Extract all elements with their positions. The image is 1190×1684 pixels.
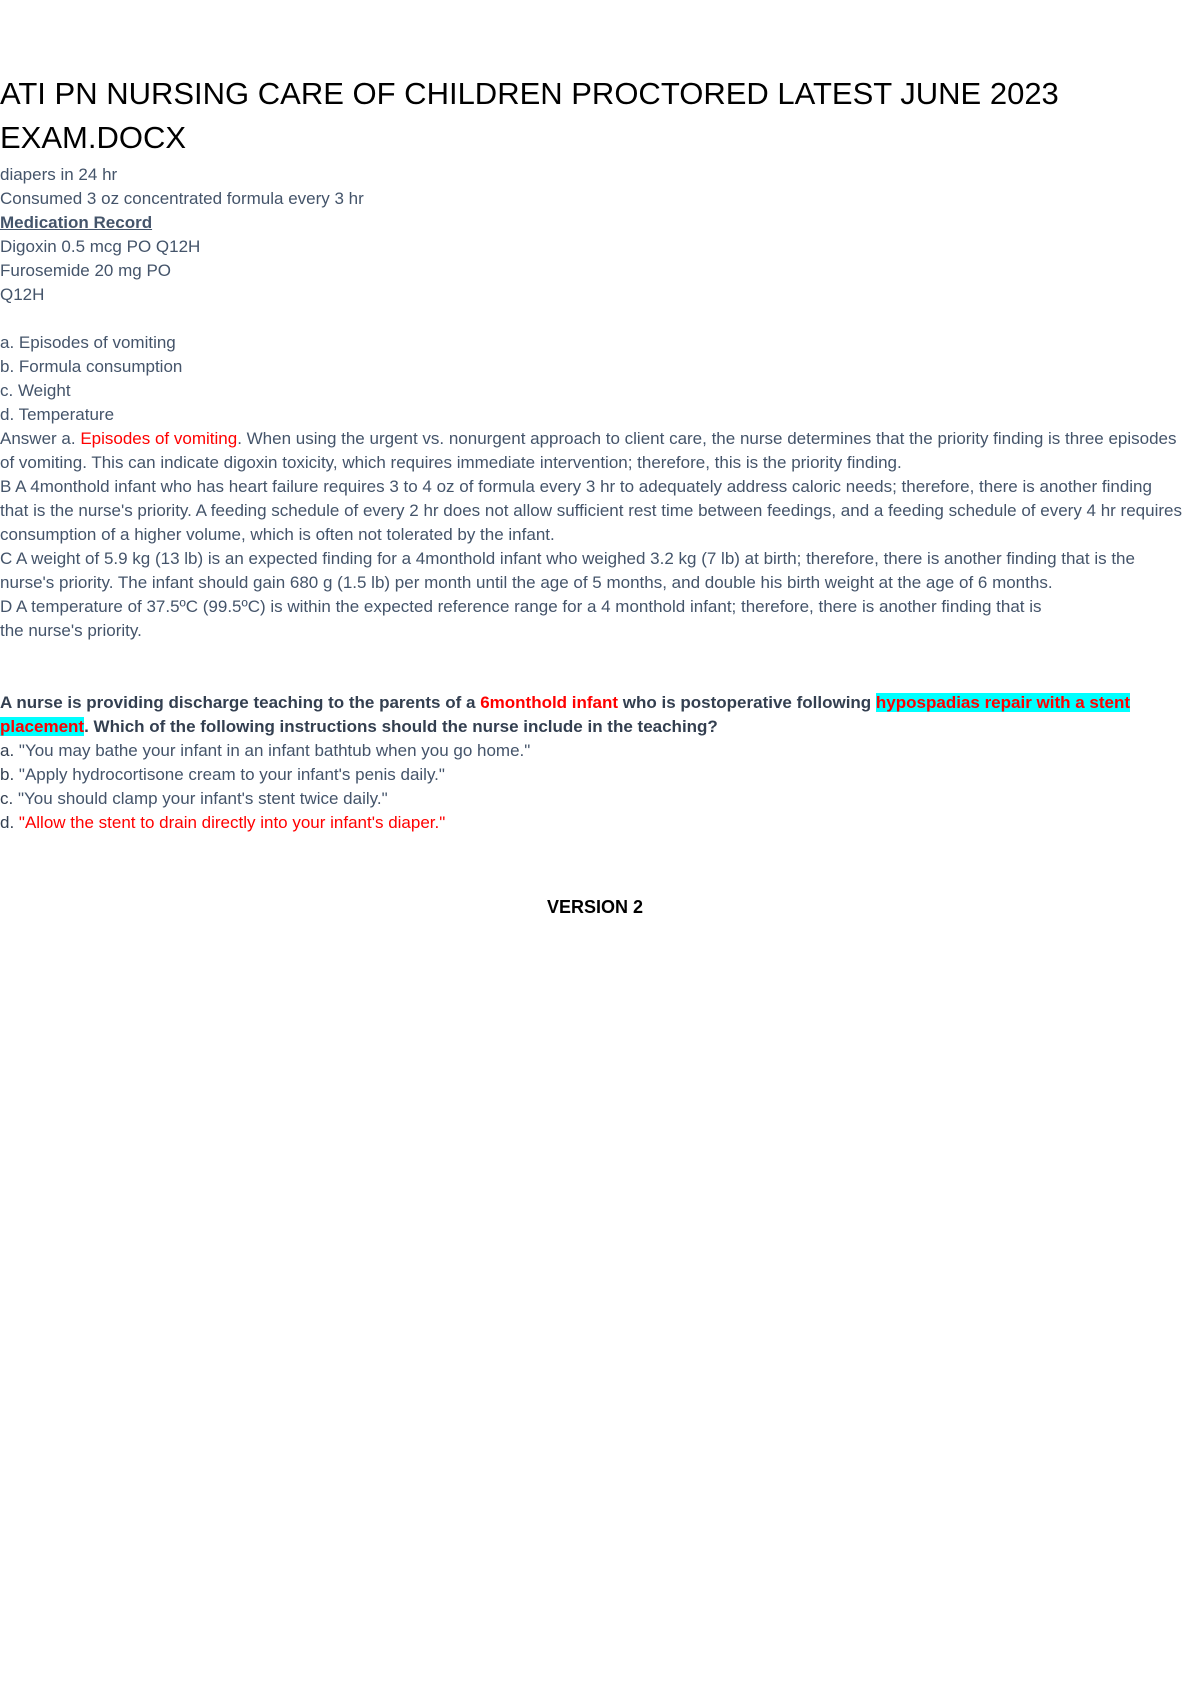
answer-paragraph	[0, 427, 1185, 475]
q2-correct-text: "Allow the stent to drain directly into your infant's diaper."	[18, 813, 446, 832]
rationale-c: C A weight of 5.9 kg (13 lb) is an expected finding for a 4monthold infant who weighed 3.2 kg (7 lb) at birth; therefore, there is another finding that is the nurse's priority. The infant should gain 680 g (1.5 lb) per month until the age of 5 months, and double his birth weight at the age of 6 months.	[0, 549, 1135, 592]
q2-highlight-part: hypospadias repair with a stent placement	[0, 693, 1131, 736]
q2-option-letter: c.	[0, 789, 18, 808]
answer-rest: . When using the urgent vs. nonurgent approach to client care, the nurse determines that the priority finding is three episodes of vomiting. This can indicate digoxin toxicity, which requires immediate intervention; therefore, this is the priority finding.	[0, 429, 1177, 472]
medication-line: Q12H	[0, 285, 45, 304]
q1-option-a: a. Episodes of vomiting	[0, 333, 176, 352]
version-label: VERSION 2	[546, 897, 644, 917]
document-body	[0, 163, 1185, 835]
q2-option-d-correct	[0, 811, 1185, 835]
q2-option-letter: b.	[0, 765, 19, 784]
medication-line: Furosemide 20 mg PO	[0, 261, 172, 280]
medication-line: Digoxin 0.5 mcg PO Q12H	[0, 237, 201, 256]
rationale-b: B A 4monthold infant who has heart failure requires 3 to 4 oz of formula every 3 hr to adequately address caloric needs; therefore, there is another finding that is the nurse's priority. A feeding schedule of every 2 hr does not allow sufficient rest time between feedings, and a feeding schedule of every 4 hr requires consumption of a higher volume, which is often not tolerated by the infant.	[0, 477, 1182, 544]
question-2-stem	[0, 691, 1185, 739]
q2-red-part: 6monthold infant	[480, 693, 619, 712]
q1-option-b: b. Formula consumption	[0, 357, 183, 376]
answer-highlight: Episodes of vomiting	[80, 429, 238, 448]
q2-part1: A nurse is providing discharge teaching to the parents of a	[0, 693, 481, 712]
document-title: ATI PN NURSING CARE OF CHILDREN PROCTORED LATEST JUNE 2023 EXAM.DOCX	[0, 76, 1059, 155]
rationale-d-line2: the nurse's priority.	[0, 621, 142, 640]
spacer	[0, 307, 1185, 331]
q2-part2: who is postoperative following	[618, 693, 876, 712]
q2-option-text: "Apply hydrocortisone cream to your infant's penis daily."	[18, 765, 445, 784]
q1-option-d: d. Temperature	[0, 405, 115, 424]
answer-prefix: Answer a.	[0, 429, 81, 448]
q2-option-text: "You may bathe your infant in an infant bathtub when you go home."	[18, 741, 531, 760]
intro-line: Consumed 3 oz concentrated formula every 3 hr	[0, 189, 364, 208]
q2-part3: . Which of the following instructions should the nurse include in the teaching?	[84, 717, 718, 736]
rationale-d-line1: D A temperature of 37.5ºC (99.5ºC) is within the expected reference range for a 4 monthold infant; therefore, there is another finding that is	[0, 597, 1042, 616]
spacer	[0, 643, 1185, 691]
q2-option-b	[0, 763, 1185, 787]
q1-option-c: c. Weight	[0, 381, 71, 400]
q2-option-c	[0, 787, 1185, 811]
q2-option-a	[0, 739, 1185, 763]
medication-record-heading: Medication Record	[0, 213, 153, 232]
intro-line: diapers in 24 hr	[0, 165, 118, 184]
q2-option-text: "You should clamp your infant's stent twice daily."	[17, 789, 388, 808]
q2-option-letter: a.	[0, 741, 19, 760]
q2-option-letter: d.	[0, 813, 19, 832]
